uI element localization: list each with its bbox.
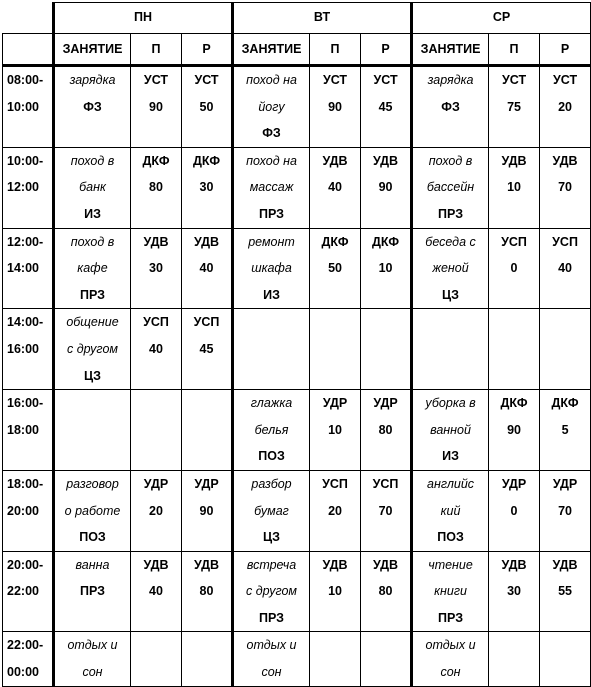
activity-text: зарядка — [69, 73, 116, 87]
p-value: 50 — [328, 261, 342, 276]
r-code: УДВ — [372, 557, 399, 572]
activity-cell-wed — [412, 390, 489, 471]
time-slot-cell — [3, 551, 54, 632]
category-code: ПОЗ — [79, 530, 106, 545]
activity-text: поход в — [70, 234, 115, 249]
p-code: УСТ — [322, 73, 348, 87]
p-code: УСТ — [501, 73, 527, 87]
r-cell-wed — [540, 470, 591, 551]
p-value: 10 — [328, 584, 342, 599]
p-code: УДВ — [143, 234, 169, 249]
activity-text: разбор — [251, 476, 292, 491]
activity-text: ремонт — [248, 234, 295, 249]
time-slot-text: 16:00 — [7, 341, 39, 356]
time-slot-text: 22:00 — [7, 584, 39, 599]
r-value: 55 — [558, 584, 572, 599]
p-value: 10 — [328, 422, 342, 437]
p-code: УСТ — [143, 73, 169, 87]
table-row — [3, 66, 591, 148]
p-code: ДКФ — [142, 153, 170, 168]
activity-cell-tue — [233, 390, 310, 471]
activity-text: поход в — [428, 153, 473, 168]
category-code: ФЗ — [441, 99, 460, 114]
r-code: ДКФ — [192, 153, 221, 168]
r-value: 40 — [558, 261, 572, 276]
activity-text: с другом — [67, 341, 118, 356]
category-code: ИЗ — [84, 206, 101, 221]
activity-text: отдых и — [67, 638, 118, 653]
p-cell-wed — [489, 228, 540, 309]
r-value: 10 — [378, 261, 393, 276]
p-cell-mon — [131, 228, 182, 309]
r-code: УСТ — [552, 73, 578, 87]
r-code: УСТ — [373, 73, 398, 87]
time-slot-text: 18:00- — [7, 476, 44, 491]
p-cell-mon — [131, 390, 182, 471]
time-slot-text: 14:00- — [7, 315, 44, 330]
r-cell-tue — [361, 551, 412, 632]
col-activity-mon: ЗАНЯТИЕ — [54, 34, 131, 66]
r-value: 70 — [558, 180, 572, 195]
r-cell-tue — [361, 309, 412, 390]
corner-cell — [3, 3, 54, 34]
day-header-row — [3, 3, 591, 34]
p-cell-wed — [489, 632, 540, 686]
r-value: 50 — [199, 99, 214, 114]
table-row — [3, 390, 591, 471]
time-slot-text: 22:00- — [7, 638, 44, 653]
r-value: 40 — [199, 261, 214, 276]
p-cell-wed — [489, 470, 540, 551]
p-cell-mon — [131, 66, 182, 148]
activity-text: глажка — [250, 396, 293, 411]
activity-cell-wed — [412, 551, 489, 632]
activity-cell-wed — [412, 632, 489, 686]
p-cell-mon — [131, 309, 182, 390]
time-slot-cell — [3, 309, 54, 390]
category-code: ЦЗ — [84, 368, 101, 383]
p-cell-tue — [310, 228, 361, 309]
r-cell-tue — [361, 66, 412, 148]
r-code: УСП — [372, 476, 399, 491]
r-code: УДР — [552, 476, 578, 491]
table-row — [3, 228, 591, 309]
category-code: ЦЗ — [263, 530, 280, 545]
r-cell-mon — [182, 309, 233, 390]
category-code: ИЗ — [442, 449, 459, 464]
activity-cell-mon — [54, 470, 131, 551]
activity-text: поход на — [246, 73, 297, 87]
r-cell-mon — [182, 632, 233, 686]
r-code: УДВ — [193, 234, 220, 249]
activity-cell-mon — [54, 228, 131, 309]
activity-cell-mon — [54, 147, 131, 228]
time-slot-text: 14:00 — [7, 261, 39, 276]
activity-text: женой — [432, 261, 469, 276]
table-row — [3, 309, 591, 390]
r-value: 5 — [561, 422, 569, 437]
activity-cell-mon — [54, 632, 131, 686]
p-value: 0 — [510, 503, 518, 518]
time-slot-text: 12:00 — [7, 180, 39, 195]
activity-cell-wed — [412, 147, 489, 228]
time-slot-cell — [3, 470, 54, 551]
activity-cell-wed — [412, 309, 489, 390]
p-cell-wed — [489, 147, 540, 228]
col-activity-wed: ЗАНЯТИЕ — [412, 34, 489, 66]
col-r-tue: Р — [361, 34, 412, 66]
p-value: 20 — [328, 503, 342, 518]
r-value: 70 — [378, 503, 393, 518]
activity-text: белья — [254, 422, 289, 437]
activity-cell-tue — [233, 147, 310, 228]
column-header-row — [3, 34, 591, 66]
p-value: 10 — [507, 180, 521, 195]
time-slot-cell — [3, 147, 54, 228]
day-header-tue: ВТ — [233, 3, 412, 34]
category-code: ИЗ — [263, 287, 280, 302]
category-code: ПРЗ — [259, 206, 285, 221]
p-cell-tue — [310, 551, 361, 632]
p-code: УДР — [143, 476, 169, 491]
category-code: ПРЗ — [438, 610, 464, 625]
activity-text: встреча — [246, 557, 297, 572]
activity-cell-tue — [233, 632, 310, 686]
p-value: 20 — [149, 503, 163, 518]
p-code: УСП — [322, 476, 348, 491]
time-slot-cell — [3, 66, 54, 148]
p-value: 90 — [149, 99, 163, 114]
p-code: УДВ — [322, 557, 348, 572]
time-slot-text: 08:00- — [7, 73, 44, 87]
r-cell-wed — [540, 147, 591, 228]
p-value: 30 — [149, 261, 163, 276]
activity-text: бассейн — [426, 180, 475, 195]
activity-cell-tue — [233, 309, 310, 390]
p-code: ДКФ — [321, 234, 349, 249]
r-value: 90 — [378, 180, 393, 195]
activity-text: банк — [79, 180, 106, 195]
category-code: ЦЗ — [442, 287, 460, 302]
category-code: ПРЗ — [438, 206, 464, 221]
table-row — [3, 632, 591, 686]
r-cell-mon — [182, 390, 233, 471]
p-value: 30 — [507, 584, 521, 599]
activity-text: кафе — [77, 261, 108, 276]
r-cell-tue — [361, 147, 412, 228]
time-slot-text: 18:00 — [7, 422, 39, 437]
r-cell-tue — [361, 632, 412, 686]
activity-text: зарядка — [427, 73, 474, 87]
p-cell-wed — [489, 66, 540, 148]
table-row — [3, 551, 591, 632]
r-value: 80 — [378, 422, 393, 437]
activity-text: ванной — [430, 422, 471, 437]
time-slot-cell — [3, 390, 54, 471]
p-code: УДВ — [501, 557, 527, 572]
r-code: УСТ — [194, 73, 219, 87]
r-code: ДКФ — [372, 234, 400, 249]
p-code: ДКФ — [500, 396, 528, 411]
r-code: УСП — [193, 315, 220, 330]
r-code: УДВ — [372, 153, 399, 168]
r-code: УСП — [552, 234, 578, 249]
category-code: ПРЗ — [80, 287, 105, 302]
category-code: ПРЗ — [259, 610, 285, 625]
p-value: 0 — [510, 261, 518, 276]
activity-text: о работе — [64, 503, 121, 518]
activity-text: поход в — [70, 153, 115, 168]
day-header-mon: ПН — [54, 3, 233, 34]
p-code: УСП — [143, 315, 169, 330]
r-value: 45 — [378, 99, 393, 114]
schedule-table — [2, 2, 591, 687]
day-header-wed: СР — [412, 3, 591, 34]
r-cell-wed — [540, 551, 591, 632]
r-code: УДВ — [552, 557, 578, 572]
time-column-header — [3, 34, 54, 66]
time-slot-cell — [3, 228, 54, 309]
r-cell-mon — [182, 470, 233, 551]
p-cell-tue — [310, 147, 361, 228]
col-p-mon: П — [131, 34, 182, 66]
p-cell-tue — [310, 390, 361, 471]
r-code: УДР — [373, 396, 398, 411]
p-value: 80 — [149, 180, 163, 195]
activity-cell-mon — [54, 66, 131, 148]
activity-text: отдых и — [425, 638, 476, 653]
activity-text: поход на — [246, 153, 297, 168]
activity-cell-tue — [233, 228, 310, 309]
activity-text: беседа с — [425, 234, 476, 249]
table-row — [3, 147, 591, 228]
r-cell-wed — [540, 390, 591, 471]
p-value: 40 — [149, 341, 163, 356]
p-cell-tue — [310, 632, 361, 686]
r-code: УДВ — [552, 153, 578, 168]
col-r-mon: Р — [182, 34, 233, 66]
activity-cell-mon — [54, 390, 131, 471]
category-code: ПОЗ — [258, 449, 285, 464]
r-value: 80 — [378, 584, 393, 599]
p-cell-tue — [310, 470, 361, 551]
category-code: ФЗ — [83, 99, 102, 114]
r-value: 90 — [199, 503, 214, 518]
activity-text: чтение — [428, 557, 473, 572]
time-slot-text: 00:00 — [7, 665, 39, 680]
time-slot-cell — [3, 632, 54, 686]
p-cell-mon — [131, 551, 182, 632]
activity-text: разговор — [66, 476, 119, 491]
r-cell-mon — [182, 551, 233, 632]
r-cell-wed — [540, 309, 591, 390]
activity-cell-mon — [54, 309, 131, 390]
activity-text: массаж — [249, 180, 294, 195]
p-value: 75 — [507, 99, 521, 114]
p-code: УСП — [501, 234, 527, 249]
activity-text: с другом — [246, 584, 297, 599]
category-code: ПОЗ — [437, 530, 464, 545]
time-slot-text: 10:00- — [7, 153, 44, 168]
time-slot-text: 16:00- — [7, 396, 44, 411]
p-code: УДВ — [501, 153, 527, 168]
p-cell-mon — [131, 470, 182, 551]
p-cell-tue — [310, 309, 361, 390]
r-cell-tue — [361, 390, 412, 471]
time-slot-text: 12:00- — [7, 234, 44, 249]
activity-text: общение — [66, 315, 119, 330]
time-slot-text: 20:00- — [7, 557, 44, 572]
activity-text: ванна — [75, 557, 110, 572]
p-cell-mon — [131, 632, 182, 686]
r-code: УДВ — [193, 557, 220, 572]
col-r-wed: Р — [540, 34, 591, 66]
activity-cell-tue — [233, 551, 310, 632]
r-code: УДР — [194, 476, 219, 491]
activity-cell-tue — [233, 66, 310, 148]
r-cell-wed — [540, 66, 591, 148]
category-code: ФЗ — [262, 126, 281, 141]
col-p-wed: П — [489, 34, 540, 66]
p-value: 40 — [328, 180, 342, 195]
p-value: 40 — [149, 584, 163, 599]
p-cell-wed — [489, 390, 540, 471]
r-cell-tue — [361, 470, 412, 551]
activity-text: книги — [434, 584, 467, 599]
activity-cell-wed — [412, 228, 489, 309]
p-code: УДР — [501, 476, 527, 491]
col-activity-tue: ЗАНЯТИЕ — [233, 34, 310, 66]
p-value: 90 — [507, 422, 521, 437]
r-cell-mon — [182, 228, 233, 309]
r-cell-mon — [182, 66, 233, 148]
p-cell-mon — [131, 147, 182, 228]
activity-cell-tue — [233, 470, 310, 551]
activity-cell-wed — [412, 470, 489, 551]
activity-text: бумаг — [254, 503, 289, 518]
r-value: 20 — [558, 99, 572, 114]
activity-text: кий — [440, 503, 461, 518]
activity-text: йогу — [258, 99, 285, 114]
activity-text: сон — [440, 665, 461, 680]
p-cell-tue — [310, 66, 361, 148]
activity-text: уборка в — [425, 396, 476, 411]
activity-cell-wed — [412, 66, 489, 148]
p-cell-wed — [489, 551, 540, 632]
p-value: 90 — [328, 99, 342, 114]
col-p-tue: П — [310, 34, 361, 66]
r-cell-wed — [540, 228, 591, 309]
r-cell-tue — [361, 228, 412, 309]
table-row — [3, 470, 591, 551]
activity-text: сон — [261, 665, 282, 680]
activity-text: английс — [427, 476, 475, 491]
r-value: 30 — [199, 180, 214, 195]
p-code: УДВ — [143, 557, 169, 572]
r-cell-wed — [540, 632, 591, 686]
category-code: ПРЗ — [80, 584, 105, 599]
r-value: 70 — [558, 503, 572, 518]
p-cell-wed — [489, 309, 540, 390]
activity-cell-mon — [54, 551, 131, 632]
activity-text: отдых и — [246, 638, 297, 653]
r-value: 80 — [199, 584, 214, 599]
activity-text: шкафа — [251, 261, 292, 276]
time-slot-text: 20:00 — [7, 503, 39, 518]
time-slot-text: 10:00 — [7, 99, 39, 114]
r-value: 45 — [199, 341, 214, 356]
r-cell-mon — [182, 147, 233, 228]
r-code: ДКФ — [551, 396, 579, 411]
activity-text: сон — [82, 665, 103, 680]
p-code: УДР — [322, 396, 348, 411]
p-code: УДВ — [322, 153, 348, 168]
